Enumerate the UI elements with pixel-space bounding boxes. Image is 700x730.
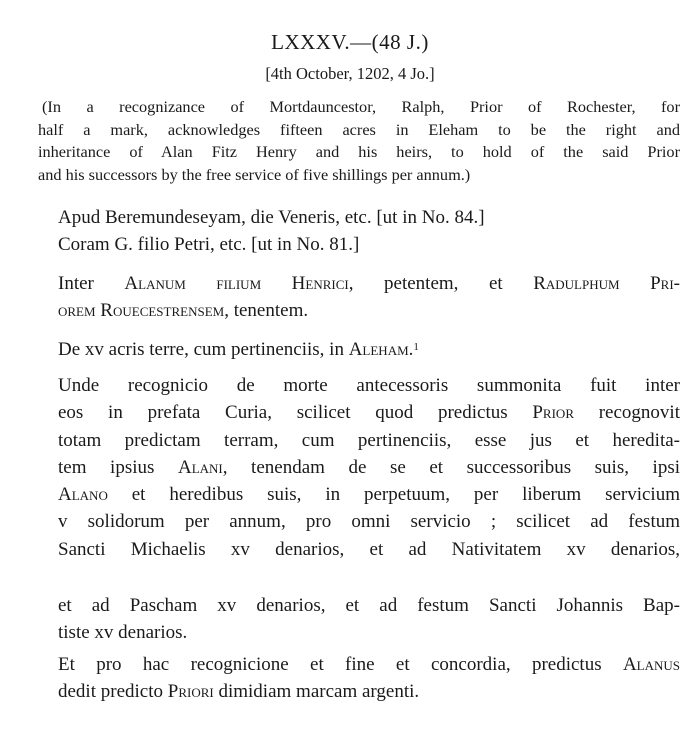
etpro-line-1 [58, 651, 680, 678]
charter-number-heading: LXXXV.—(48 J.) [271, 30, 429, 54]
charter-date: [4th October, 1202, 4 Jo.] [265, 64, 435, 83]
footnote-marker: 1 [413, 341, 419, 353]
unde-line-5-b: et heredibus suis, in perpetuum, per liberum servicium [107, 484, 680, 506]
prior-name: Prior [532, 402, 574, 424]
petitioner-name: Alanum filium Henrici [124, 273, 349, 294]
summary-line-2: half a mark, acknowledges fifteen acres in Eleham to be the right and [38, 119, 680, 139]
alano-name: Alano [58, 484, 108, 506]
land-line [58, 336, 680, 363]
unde-line-6: v solidorum per annum, pro omni servicio ; scilicet ad festum [58, 511, 680, 533]
english-summary [38, 96, 680, 186]
parties-line-2 [58, 297, 680, 324]
summary-line-3: inheritance of Alan Fitz Henry and his heirs, to hold of the said Prior [38, 142, 680, 161]
recognition-paragraph [58, 372, 680, 563]
tenant-name-part-2: orem Rouecestrensem [58, 300, 225, 322]
place-and-justices [58, 204, 680, 259]
tenant-name-part-1: Radulphum Pri- [533, 273, 680, 294]
unde-line-4 [58, 454, 680, 481]
priori-name: Priori [167, 681, 214, 703]
apud-line: Apud Beremundeseyam, die Veneris, etc. [ut in No. 84.] [58, 207, 485, 228]
pascham-line-1: et ad Pascham xv denarios, et ad festum Sancti Johannis Bap- [58, 595, 680, 616]
pascham-line-2: tiste xv denarios. [58, 622, 188, 644]
parties-text-3: , tenentem. [224, 300, 309, 322]
summary-line-1: (In a recognizance of Mortdauncestor, Ralph, Prior of Rochester, for [42, 97, 680, 116]
etpro-line-2-b: dimidiam marcam argenti. [213, 681, 420, 703]
unde-line-5 [58, 481, 680, 508]
unde-line-2 [58, 399, 680, 426]
parties-text-2: , petentem, et [348, 273, 534, 294]
parties-text-1: Inter [58, 273, 125, 294]
consideration-paragraph [58, 651, 680, 706]
parties-paragraph [58, 270, 680, 325]
coram-line: Coram G. filio Petri, etc. [ut in No. 81.] [58, 234, 360, 256]
unde-line-2-b: recognovit [574, 402, 680, 424]
alani-name: Alani [177, 456, 223, 478]
alanus-name: Alanus [622, 654, 680, 675]
unde-line-7: Sancti Michaelis xv denarios, et ad Nativitatem xv denarios, [58, 538, 680, 560]
unde-line-1: Unde recognicio de morte antecessoris summonita fuit inter [58, 375, 680, 396]
unde-line-4-b: , tenendam de se et successoribus suis, ipsi [222, 456, 680, 478]
unde-line-4-a: tem ipsius [58, 456, 178, 478]
unde-line-2-a: eos in prefata Curia, scilicet quod predictus [58, 402, 533, 424]
unde-line-3: totam predictam terram, cum pertinenciis, esse jus et heredita- [58, 429, 680, 451]
etpro-line-1-a: Et pro hac recognicione et fine et concordia, predictus [58, 654, 623, 675]
payment-terms-continued [58, 592, 680, 647]
place-name-aleham: Aleham. [348, 339, 414, 360]
etpro-line-2 [58, 678, 680, 705]
land-text: De xv acris terre, cum pertinenciis, in [58, 339, 349, 360]
parties-line-1 [58, 270, 680, 297]
land-description [58, 336, 680, 363]
summary-line-4: and his successors by the free service of five shillings per annum.) [38, 164, 471, 184]
etpro-line-2-a: dedit predicto [58, 681, 168, 703]
